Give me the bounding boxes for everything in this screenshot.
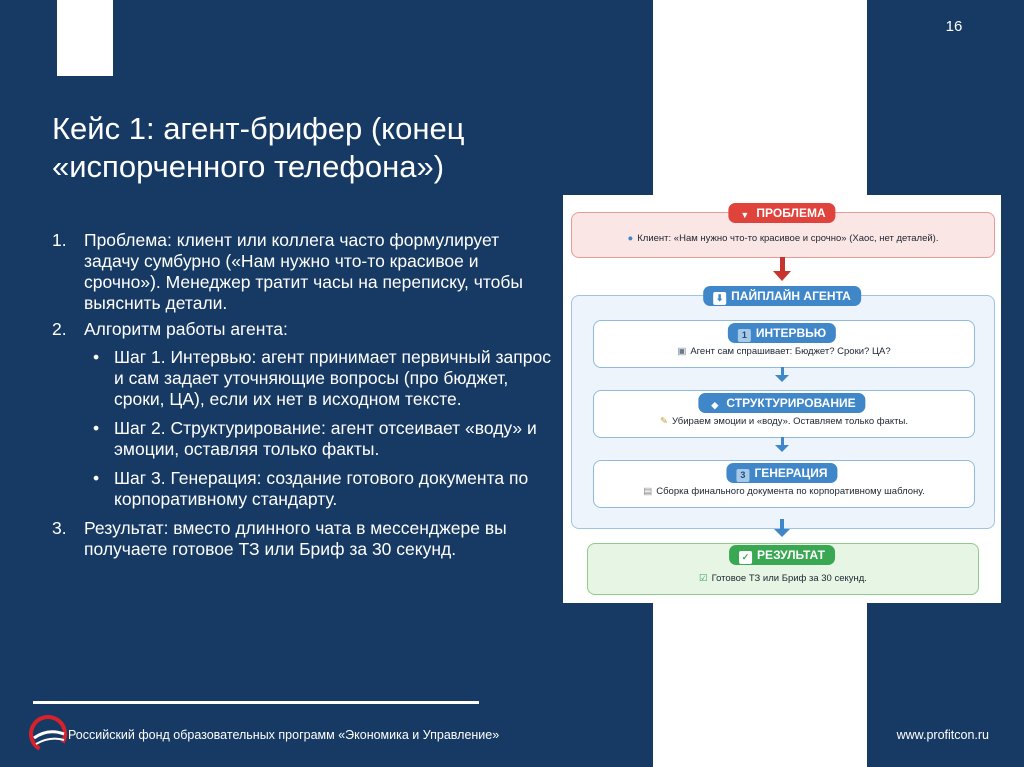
bullet-text: Шаг 3. Генерация: создание готового документа по корпоративному стандарту. (114, 468, 529, 509)
document-icon: ▤ (643, 486, 653, 497)
footer-url[interactable]: www.profitcon.ru (896, 728, 989, 742)
list-item-result (52, 518, 552, 560)
structuring-label (698, 393, 865, 413)
check-icon: ✓ (739, 551, 752, 564)
bullet-dot: • (93, 468, 100, 488)
list-item-problem (52, 230, 552, 314)
blue-arrow-icon (774, 519, 790, 537)
bullet-text: Шаг 2. Структурирование: агент отсеивает «воду» и эмоции, оставляя только факты. (114, 418, 537, 459)
bullet-dot: • (93, 418, 100, 438)
pipeline-label (703, 286, 861, 306)
structuring-text: Убираем эмоции и «воду». Оставляем только факты. (671, 416, 908, 427)
flow-diagram (563, 195, 1001, 603)
result-label-text: РЕЗУЛЬТАТ (757, 548, 825, 562)
list-item-algorithm (52, 319, 552, 340)
list-item-text: Алгоритм работы агента: (84, 319, 288, 339)
list-item-text: Результат: вместо длинного чата в мессенджере вы получаете готовое ТЗ или Бриф за 30 секунд. (84, 518, 507, 559)
page-number: 16 (945, 18, 963, 35)
interview-label (728, 323, 836, 343)
generation-text: Сборка финального документа по корпоративному шаблону. (656, 486, 925, 497)
title-line-1: Кейс 1: агент-брифер (конец (52, 111, 465, 146)
generation-label (726, 463, 837, 483)
down-triangle-icon: ▼ (740, 210, 750, 220)
red-arrow-icon (773, 257, 791, 281)
foundation-logo-icon (28, 714, 68, 754)
speech-bubble-icon: ● (627, 233, 634, 244)
interview-text: Агент сам спрашивает: Бюджет? Сроки? ЦА? (690, 346, 891, 357)
number-three-icon: 3 (736, 469, 749, 482)
problem-label (728, 203, 835, 223)
footer-divider (33, 701, 479, 704)
bullet-text: Шаг 1. Интервью: агент принимает первичный запрос и сам задает уточняющие вопросы (про бюджет, сроки, ЦА), если их нет в исходном тексте. (114, 347, 551, 409)
problem-text: Клиент: «Нам нужно что-то красивое и срочно» (Хаос, нет деталей). (637, 233, 939, 244)
bullet-step-2 (52, 418, 552, 460)
blue-arrow-icon (775, 367, 789, 382)
list-number: 1. (52, 230, 67, 250)
down-arrow-icon: ⬇ (713, 292, 726, 305)
diamond-icon: ◆ (711, 400, 719, 410)
bullet-step-3 (52, 468, 552, 510)
algorithm-steps (52, 347, 552, 510)
list-item-text: Проблема: клиент или коллега часто формулирует задачу сумбурно («Нам нужно что-то красивое и срочно»). Менеджер тратит часы на переписку, чтобы выяснить детали. (84, 230, 523, 313)
number-one-icon: 1 (738, 329, 751, 342)
result-label (729, 545, 835, 565)
robot-icon: ▣ (677, 346, 687, 357)
list-number: 2. (52, 319, 67, 339)
problem-label-text: ПРОБЛЕМА (756, 206, 826, 220)
title-line-2: «испорченного телефона») (52, 149, 445, 184)
interview-label-text: ИНТЕРВЬЮ (755, 326, 827, 340)
list-number: 3. (52, 518, 67, 538)
slide-title (52, 110, 572, 186)
bullet-step-1 (52, 347, 552, 410)
blue-arrow-icon (775, 437, 789, 452)
body-content (52, 230, 552, 565)
structuring-label-text: СТРУКТУРИРОВАНИЕ (726, 396, 856, 410)
checkbox-icon: ☑ (699, 573, 708, 584)
pipeline-label-text: ПАЙПЛАЙН АГЕНТА (731, 289, 851, 303)
result-text: Готовое ТЗ или Бриф за 30 секунд. (711, 573, 867, 584)
decorative-white-block (57, 0, 113, 76)
bullet-dot: • (93, 347, 100, 367)
generation-label-text: ГЕНЕРАЦИЯ (754, 466, 828, 480)
broom-icon: ✎ (660, 416, 668, 427)
footer-organization: Российский фонд образовательных программ «Экономика и Управление» (68, 728, 500, 742)
